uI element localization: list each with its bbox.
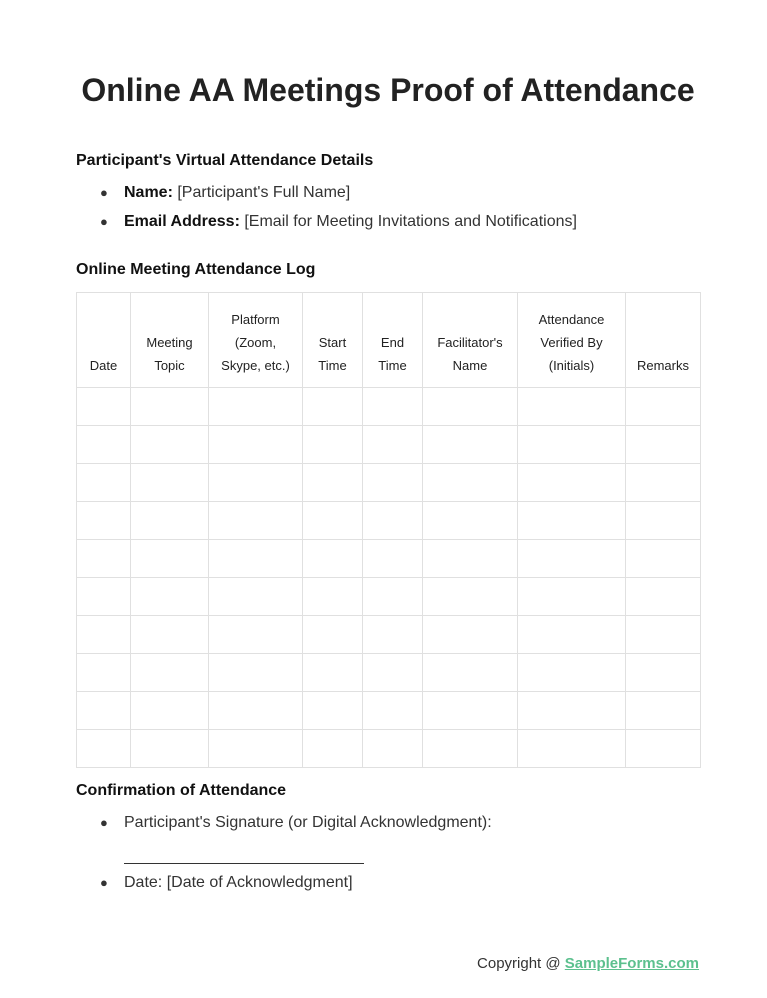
- table-cell[interactable]: [363, 616, 423, 654]
- column-header-facilitator: Facilitator's Name: [423, 293, 518, 388]
- table-cell[interactable]: [131, 388, 209, 426]
- table-cell[interactable]: [209, 616, 303, 654]
- table-cell[interactable]: [209, 540, 303, 578]
- table-cell[interactable]: [363, 502, 423, 540]
- table-cell[interactable]: [131, 502, 209, 540]
- email-label: Email Address:: [124, 213, 240, 230]
- participant-details-list: [76, 178, 577, 236]
- table-cell[interactable]: [423, 578, 518, 616]
- table-cell[interactable]: [303, 654, 363, 692]
- table-cell[interactable]: [626, 426, 701, 464]
- table-cell[interactable]: [303, 730, 363, 768]
- table-cell[interactable]: [77, 388, 131, 426]
- table-header-row: [77, 293, 701, 388]
- signature-label: Participant's Signature (or Digital Acknowledgment):: [124, 814, 492, 831]
- table-cell[interactable]: [303, 426, 363, 464]
- table-cell[interactable]: [626, 730, 701, 768]
- table-row: [77, 654, 701, 692]
- table-cell[interactable]: [209, 578, 303, 616]
- table-cell[interactable]: [518, 540, 626, 578]
- table-cell[interactable]: [423, 464, 518, 502]
- table-cell[interactable]: [518, 730, 626, 768]
- table-cell[interactable]: [423, 426, 518, 464]
- table-cell[interactable]: [131, 730, 209, 768]
- table-cell[interactable]: [518, 616, 626, 654]
- sampleforms-link[interactable]: SampleForms.com: [564, 955, 699, 972]
- table-cell[interactable]: [209, 654, 303, 692]
- email-value: [Email for Meeting Invitations and Notifications]: [244, 213, 577, 230]
- participant-name-item: [76, 178, 577, 207]
- log-section-heading: Online Meeting Attendance Log: [76, 261, 316, 278]
- table-cell[interactable]: [626, 502, 701, 540]
- table-row: [77, 426, 701, 464]
- table-cell[interactable]: [303, 578, 363, 616]
- participant-section-heading: Participant's Virtual Attendance Details: [76, 152, 374, 169]
- column-header-start-time: Start Time: [303, 293, 363, 388]
- table-cell[interactable]: [77, 616, 131, 654]
- table-row: [77, 464, 701, 502]
- table-cell[interactable]: [363, 388, 423, 426]
- table-cell[interactable]: [518, 464, 626, 502]
- table-cell[interactable]: [209, 730, 303, 768]
- table-cell[interactable]: [423, 540, 518, 578]
- table-cell[interactable]: [518, 426, 626, 464]
- table-row: [77, 502, 701, 540]
- table-cell[interactable]: [626, 464, 701, 502]
- table-row: [77, 388, 701, 426]
- table-cell[interactable]: [303, 502, 363, 540]
- table-cell[interactable]: [303, 464, 363, 502]
- table-cell[interactable]: [131, 464, 209, 502]
- table-cell[interactable]: [363, 464, 423, 502]
- table-cell[interactable]: [518, 502, 626, 540]
- table-cell[interactable]: [131, 654, 209, 692]
- table-cell[interactable]: [518, 692, 626, 730]
- table-row: [77, 692, 701, 730]
- table-cell[interactable]: [303, 616, 363, 654]
- column-header-date: Date: [77, 293, 131, 388]
- table-cell[interactable]: [209, 502, 303, 540]
- table-cell[interactable]: [209, 464, 303, 502]
- column-header-remarks: Remarks: [626, 293, 701, 388]
- table-cell[interactable]: [363, 692, 423, 730]
- table-cell[interactable]: [363, 426, 423, 464]
- table-cell[interactable]: [131, 540, 209, 578]
- table-cell[interactable]: [423, 388, 518, 426]
- table-cell[interactable]: [626, 616, 701, 654]
- table-cell[interactable]: [626, 692, 701, 730]
- column-header-platform: Platform (Zoom, Skype, etc.): [209, 293, 303, 388]
- table-row: [77, 540, 701, 578]
- table-cell[interactable]: [423, 692, 518, 730]
- table-cell[interactable]: [518, 578, 626, 616]
- table-cell[interactable]: [77, 578, 131, 616]
- table-cell[interactable]: [626, 578, 701, 616]
- signature-line[interactable]: [124, 837, 364, 864]
- confirmation-section-heading: Confirmation of Attendance: [76, 782, 287, 799]
- table-cell[interactable]: [518, 388, 626, 426]
- table-cell[interactable]: [423, 616, 518, 654]
- table-cell[interactable]: [77, 426, 131, 464]
- bullet-icon: ●: [100, 185, 108, 200]
- table-cell[interactable]: [131, 692, 209, 730]
- table-cell[interactable]: [209, 388, 303, 426]
- table-cell[interactable]: [626, 654, 701, 692]
- table-row: [77, 616, 701, 654]
- table-cell[interactable]: [626, 388, 701, 426]
- column-header-verified-by: Attendance Verified By (Initials): [518, 293, 626, 388]
- column-header-end-time: End Time: [363, 293, 423, 388]
- acknowledgment-date-item: [76, 868, 492, 897]
- table-body: [77, 388, 701, 768]
- confirmation-list: [76, 808, 492, 897]
- attendance-log-table: [76, 292, 701, 768]
- table-row: [77, 730, 701, 768]
- copyright-text: Copyright @: [477, 955, 565, 972]
- bullet-icon: ●: [100, 214, 108, 229]
- table-cell[interactable]: [303, 692, 363, 730]
- table-cell[interactable]: [423, 654, 518, 692]
- table-cell[interactable]: [209, 692, 303, 730]
- table-row: [77, 578, 701, 616]
- table-cell[interactable]: [303, 388, 363, 426]
- table-cell[interactable]: [423, 502, 518, 540]
- table-cell[interactable]: [626, 540, 701, 578]
- table-cell[interactable]: [131, 578, 209, 616]
- table-cell[interactable]: [77, 464, 131, 502]
- table-cell[interactable]: [77, 540, 131, 578]
- acknowledgment-date-label: Date: [Date of Acknowledgment]: [124, 874, 353, 891]
- column-header-meeting-topic: Meeting Topic: [131, 293, 209, 388]
- table-cell[interactable]: [209, 426, 303, 464]
- copyright-footer: [477, 955, 699, 972]
- name-label: Name:: [124, 184, 173, 201]
- table-cell[interactable]: [303, 540, 363, 578]
- table-cell[interactable]: [518, 654, 626, 692]
- table-cell[interactable]: [77, 654, 131, 692]
- table-cell[interactable]: [363, 654, 423, 692]
- signature-item: [76, 808, 492, 864]
- table-cell[interactable]: [131, 426, 209, 464]
- table-cell[interactable]: [363, 540, 423, 578]
- table-cell[interactable]: [77, 692, 131, 730]
- table-cell[interactable]: [363, 730, 423, 768]
- table-cell[interactable]: [131, 616, 209, 654]
- bullet-icon: ●: [100, 815, 108, 830]
- table-cell[interactable]: [77, 502, 131, 540]
- bullet-icon: ●: [100, 875, 108, 890]
- page-title: Online AA Meetings Proof of Attendance: [81, 72, 695, 108]
- table-cell[interactable]: [77, 730, 131, 768]
- participant-email-item: [76, 207, 577, 236]
- table-cell[interactable]: [363, 578, 423, 616]
- table-cell[interactable]: [423, 730, 518, 768]
- name-value: [Participant's Full Name]: [177, 184, 351, 201]
